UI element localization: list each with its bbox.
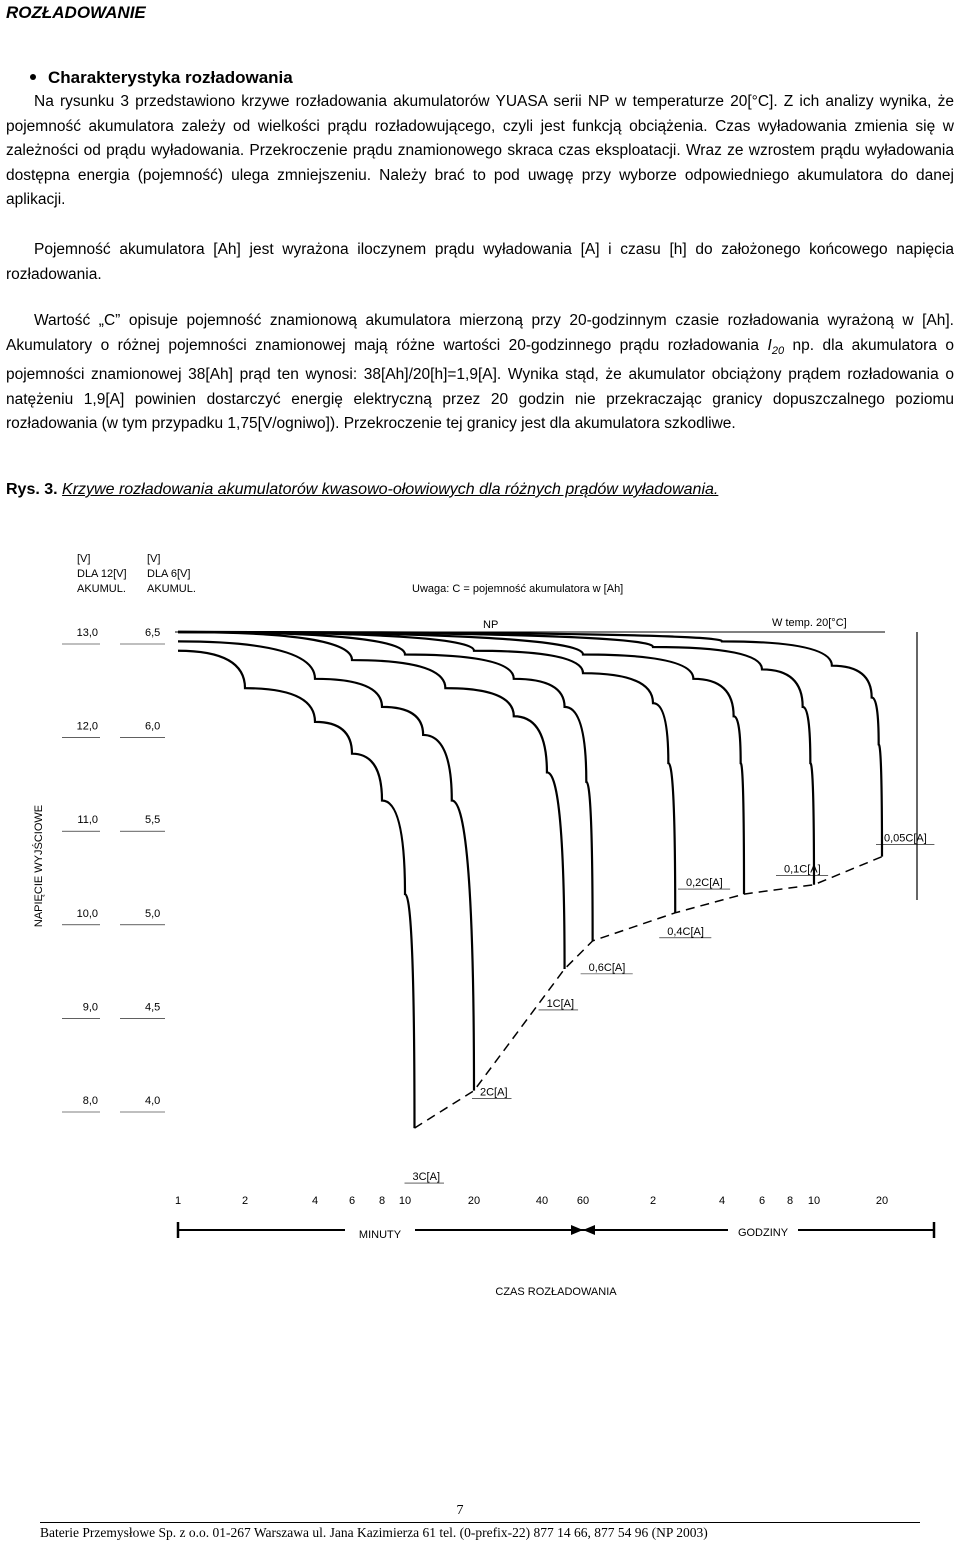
discharge-curve: [178, 632, 882, 857]
discharge-curve: [178, 651, 414, 1128]
minutes-label: MINUTY: [358, 1229, 402, 1241]
series-label: 0,4C[A]: [667, 925, 704, 938]
series-label: 3C[A]: [412, 1171, 441, 1184]
x-tick-label: 2: [241, 1195, 249, 1207]
plot-area: [175, 633, 885, 1191]
y-header-12v-line: DLA 12[V]: [77, 568, 127, 580]
x-tick-label: 2: [649, 1195, 657, 1207]
x-tick-label: 20: [467, 1195, 481, 1207]
discharge-curve: [178, 632, 744, 894]
paragraph-3: [6, 309, 954, 437]
x-tick-label: 20: [875, 1195, 889, 1207]
current-subscript: 20: [771, 344, 785, 357]
page-title: ROZŁADOWANIE: [6, 3, 146, 22]
section-heading-text: Charakterystyka rozładowania: [48, 68, 293, 87]
x-tick-label: 1: [174, 1195, 182, 1207]
x-tick-label: 8: [378, 1195, 386, 1207]
page-number: 7: [456, 1503, 464, 1518]
y-tick-label-6v: 4,5: [145, 1001, 161, 1014]
minutes-range-arrow: [571, 1225, 583, 1235]
discharge-chart: [0, 540, 960, 1310]
discharge-curve: [178, 632, 814, 885]
discharge-curve: [178, 641, 474, 1090]
x-tick-label: 4: [718, 1195, 726, 1207]
y-axis-label: NAPIĘCIE WYJŚCIOWE: [33, 804, 45, 928]
series-label: 1C[A]: [546, 997, 575, 1010]
series-label: 2C[A]: [480, 1086, 508, 1099]
y-header-6v-line: DLA 6[V]: [147, 568, 191, 580]
y-tick-label-12v: 13,0: [76, 627, 98, 639]
x-tick-label: 4: [311, 1195, 319, 1207]
y-tick-label-12v: 9,0: [82, 1001, 98, 1014]
y-header-12v-line: [V]: [77, 553, 91, 565]
footer-text: Baterie Przemysłowe Sp. z o.o. 01-267 Warszawa ul. Jana Kazimierza 61 tel. (0-prefix-22) 877 14 66, 877 54 96 (NP 2003): [40, 1525, 708, 1540]
paragraph-1: [6, 90, 954, 213]
y-tick-label-6v: 6,0: [145, 720, 161, 733]
chart-title: NP: [483, 619, 499, 631]
x-tick-label: 60: [576, 1195, 590, 1207]
chart-temperature: W temp. 20[°C]: [772, 617, 847, 629]
paragraph-2: [6, 238, 954, 287]
current-symbol: I: [767, 336, 772, 354]
x-axis-label: CZAS ROZŁADOWANIA: [495, 1286, 617, 1298]
x-tick-label: 10: [807, 1195, 821, 1207]
section-heading: [30, 68, 293, 88]
y-tick-label-6v: 5,5: [145, 814, 161, 827]
y-header-6v-line: [V]: [147, 553, 161, 565]
y-tick-label-6v: 4,0: [145, 1095, 161, 1107]
figure-caption-label: Rys. 3.: [6, 481, 58, 498]
y-tick-label-12v: 12,0: [76, 720, 98, 733]
paragraph-3-part1: Wartość „C” opisuje pojemność znamionową akumulatora mierzoną przy 20-godzinnym czasie rozładowania wyrażoną w [Ah]. Akumulatory o różnej pojemności znamionowej mają różne wartości 20-godzinnego prądu rozładowania: [6, 312, 954, 354]
y-header-6v-line: AKUMUL.: [147, 583, 196, 595]
paragraph-1-text: Na rysunku 3 przedstawiono krzywe rozładowania akumulatorów YUASA serii NP w temperaturze 20[°C]. Z ich analizy wynika, że pojemność akumulatora zależy od wielkości prądu rozładowującego, czyli jest funkcją obciążenia. Czas wyładowania zmienia się w zależności od prądu wyładowania. Przekroczenie prądu znamionowego skraca czas eksploatacji. Wraz ze wzrostem prądu wyładowania dostępna energia (pojemność) ulega zmniejszeniu. Należy brać to pod uwagę przy wyborze odpowiedniego akumulatora do danej aplikacji.: [6, 93, 954, 208]
series-label: 0,2C[A]: [686, 877, 723, 890]
paragraph-2-text: Pojemność akumulatora [Ah] jest wyrażona iloczynem prądu wyładowania [A] i czasu [h] do założonego końcowego napięcia rozładowania.: [6, 241, 954, 283]
series-label: 0,6C[A]: [588, 961, 626, 974]
hours-label: GODZINY: [737, 1227, 789, 1239]
chart-note: Uwaga: C = pojemność akumulatora w [Ah]: [412, 583, 624, 595]
discharge-curve: [178, 632, 675, 913]
y-tick-label-6v: 6,5: [145, 627, 161, 639]
discharge-curve: [178, 632, 565, 969]
series-label: 0,05C[A]: [884, 832, 927, 845]
y-tick-label-12v: 11,0: [77, 814, 98, 827]
y-tick-label-12v: 10,0: [76, 907, 98, 920]
hours-range-arrow: [583, 1225, 595, 1235]
x-tick-label: 6: [348, 1195, 356, 1207]
discharge-curve: [178, 632, 593, 941]
y-tick-label-12v: 8,0: [82, 1095, 98, 1107]
x-tick-label: 8: [786, 1195, 794, 1207]
paragraph-3-part2: np. dla akumulatora o pojemności znamionowej 38[Ah] prąd ten wynosi: 38[Ah]/20[h]=1,9[A]. Wynika stąd, że akumulator obciążony prądem rozładowania o natężeniu 1,9[A] powinien dostarczyć energię elektryczną przez 20 godzin nie przekraczając granicy dopuszczalnego poziomu rozładowania (w tym przypadku 1,75[V/ogniwo]). Przekroczenie tej granicy jest dla akumulatora szkodliwe.: [6, 336, 955, 433]
x-tick-label: 10: [398, 1195, 412, 1207]
bullet-icon: [30, 74, 36, 80]
footer-divider: [40, 1522, 920, 1523]
x-tick-label: 6: [758, 1195, 766, 1207]
figure-caption-text: Krzywe rozładowania akumulatorów kwasowo-ołowiowych dla różnych prądów wyładowania.: [62, 481, 719, 498]
y-tick-label-6v: 5,0: [145, 907, 161, 920]
figure-caption: [6, 481, 718, 499]
y-header-12v-line: AKUMUL.: [77, 583, 126, 595]
x-tick-label: 40: [535, 1195, 549, 1207]
series-label: 0,1C[A]: [784, 863, 821, 876]
